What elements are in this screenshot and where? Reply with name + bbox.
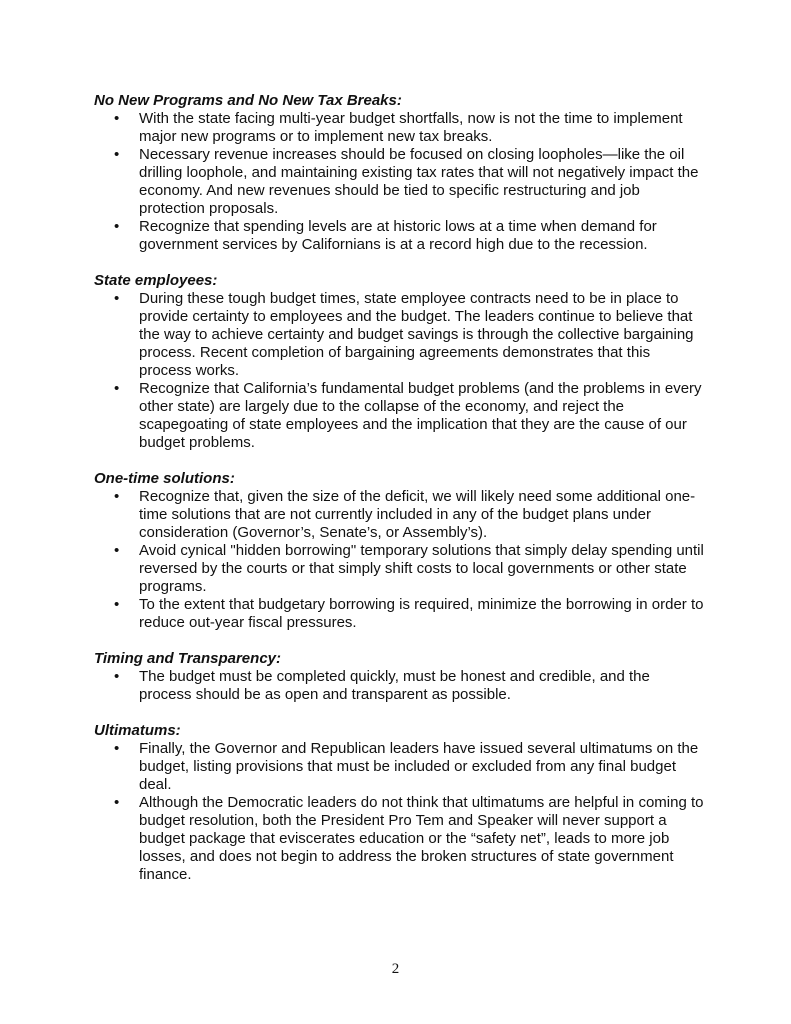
bullet-text: The budget must be completed quickly, must be honest and credible, and the process should be as open and transparent as possible. bbox=[139, 668, 650, 703]
bullet-list bbox=[94, 488, 706, 632]
bullet-icon: • bbox=[114, 668, 120, 685]
bullet-item bbox=[94, 380, 706, 452]
section-heading: State employees: bbox=[94, 272, 218, 289]
bullet-text: Necessary revenue increases should be focused on closing loopholes—like the oil drilling loophole, and maintaining existing tax rates that will not negatively impact the economy. And new revenues should be tied to specific restructuring and job protection proposals. bbox=[139, 146, 699, 217]
document-page bbox=[94, 92, 706, 902]
bullet-icon: • bbox=[114, 290, 120, 307]
bullet-item bbox=[94, 794, 706, 884]
page-number: 2 bbox=[391, 961, 400, 977]
section-heading: No New Programs and No New Tax Breaks: bbox=[94, 92, 402, 109]
bullet-list bbox=[94, 740, 706, 884]
bullet-text: Finally, the Governor and Republican leaders have issued several ultimatums on the budget, listing provisions that must be included or excluded from any final budget deal. bbox=[139, 740, 699, 793]
bullet-item bbox=[94, 290, 706, 380]
bullet-icon: • bbox=[114, 146, 120, 163]
bullet-list bbox=[94, 668, 706, 704]
section-state-employees bbox=[94, 272, 706, 452]
bullet-icon: • bbox=[114, 596, 120, 613]
section-heading: Ultimatums: bbox=[94, 722, 181, 739]
bullet-item bbox=[94, 740, 706, 794]
bullet-text: During these tough budget times, state employee contracts need to be in place to provide certainty to employees and the budget. The leaders continue to believe that the way to achieve certainty and budget savings is through the collective bargaining process. Recent completion of bargaining agreements demonstrates that this process works. bbox=[139, 290, 694, 379]
bullet-icon: • bbox=[114, 794, 120, 811]
bullet-item bbox=[94, 596, 706, 632]
bullet-text: Recognize that, given the size of the deficit, we will likely need some additional one-time solutions that are not currently included in any of the budget plans under consideration (Governor’s, Senate’s, or Assembly’s). bbox=[139, 488, 696, 541]
bullet-item bbox=[94, 668, 706, 704]
bullet-item bbox=[94, 542, 706, 596]
bullet-item bbox=[94, 218, 706, 254]
bullet-item bbox=[94, 146, 706, 218]
bullet-icon: • bbox=[114, 380, 120, 397]
bullet-text: Recognize that California’s fundamental budget problems (and the problems in every other state) are largely due to the collapse of the economy, and reject the scapegoating of state employees and the implication that they are the cause of our budget problems. bbox=[139, 380, 702, 451]
bullet-list bbox=[94, 290, 706, 452]
section-one-time-solutions bbox=[94, 470, 706, 632]
section-no-new-programs bbox=[94, 92, 706, 254]
bullet-item bbox=[94, 488, 706, 542]
bullet-item bbox=[94, 110, 706, 146]
bullet-text: With the state facing multi-year budget shortfalls, now is not the time to implement major new programs or to implement new tax breaks. bbox=[139, 110, 683, 145]
bullet-icon: • bbox=[114, 740, 120, 757]
bullet-list bbox=[94, 110, 706, 254]
section-heading: One-time solutions: bbox=[94, 470, 235, 487]
section-heading: Timing and Transparency: bbox=[94, 650, 281, 667]
bullet-icon: • bbox=[114, 542, 120, 559]
bullet-text: Although the Democratic leaders do not think that ultimatums are helpful in coming to budget resolution, both the President Pro Tem and Speaker will never support a budget package that eviscerates education or the “safety net”, leads to more job losses, and does not begin to address the broken structures of state government finance. bbox=[139, 794, 704, 883]
section-ultimatums bbox=[94, 722, 706, 884]
bullet-text: To the extent that budgetary borrowing is required, minimize the borrowing in order to reduce out-year fiscal pressures. bbox=[139, 596, 704, 631]
bullet-icon: • bbox=[114, 218, 120, 235]
bullet-text: Avoid cynical "hidden borrowing" temporary solutions that simply delay spending until reversed by the courts or that simply shift costs to local governments or other state programs. bbox=[139, 542, 704, 595]
section-timing-transparency bbox=[94, 650, 706, 704]
bullet-icon: • bbox=[114, 488, 120, 505]
bullet-text: Recognize that spending levels are at historic lows at a time when demand for government services by Californians is at a record high due to the recession. bbox=[139, 218, 657, 253]
bullet-icon: • bbox=[114, 110, 120, 127]
